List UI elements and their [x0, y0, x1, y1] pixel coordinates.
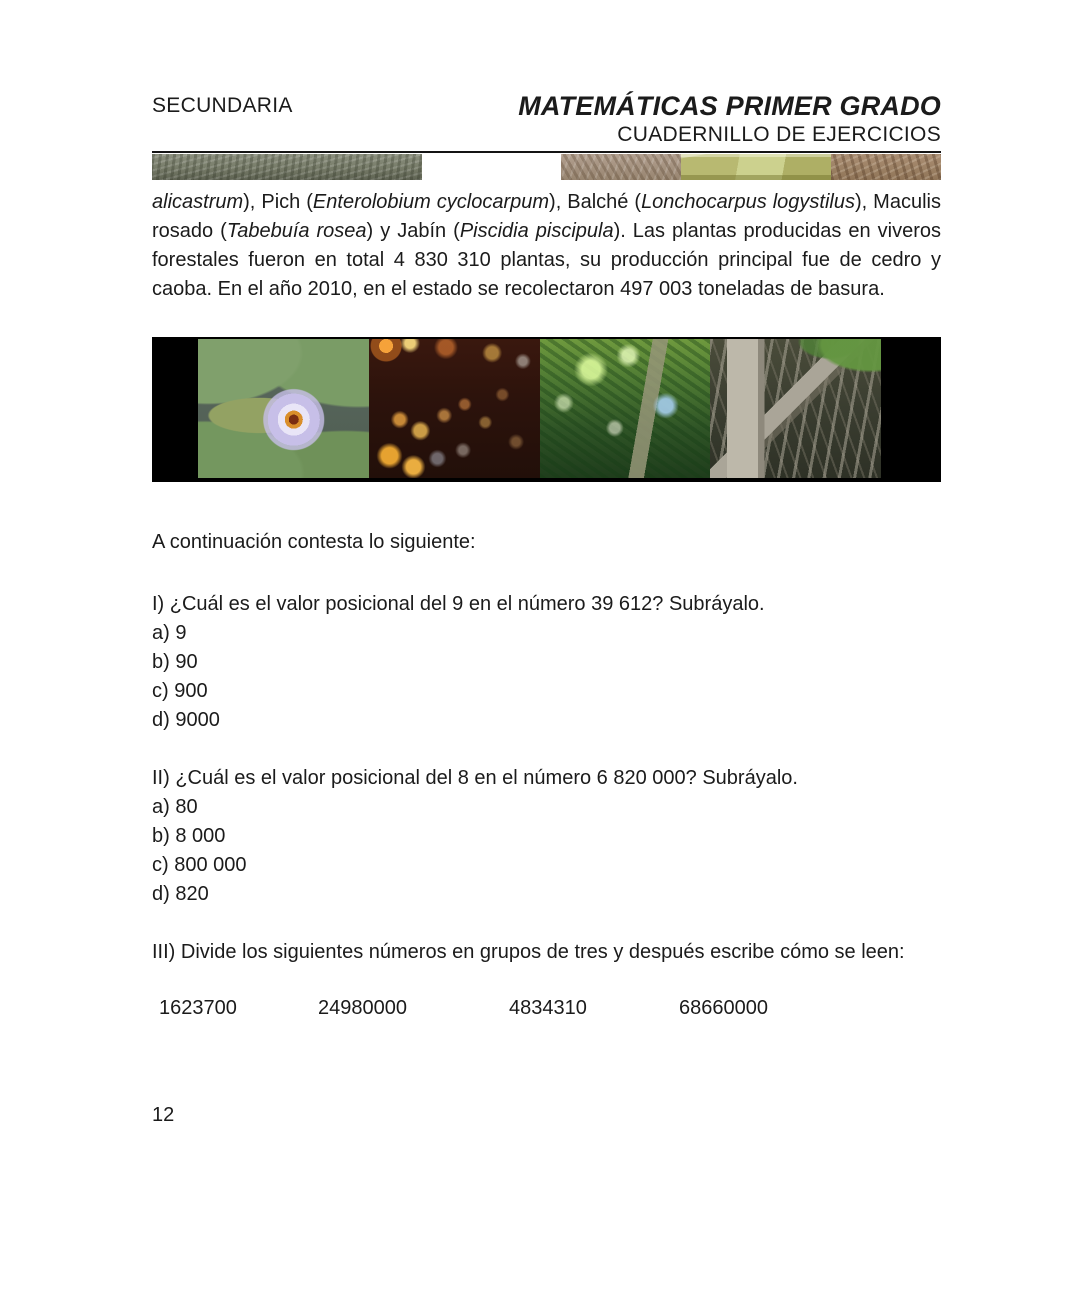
question-2-option-b: b) 8 000	[152, 825, 226, 847]
species-name: Tabebuía rosea	[226, 220, 367, 242]
species-name: Enterolobium cyclocarpum	[312, 191, 550, 213]
question-1-option-c: c) 900	[152, 680, 208, 702]
question-1-option-a: a) 9	[152, 622, 187, 644]
species-paragraph	[152, 188, 941, 304]
question-2-prompt: II) ¿Cuál es el valor posicional del 8 en el número 6 820 000? Subráyalo.	[152, 767, 798, 789]
water-lily-photo	[198, 339, 369, 478]
question-1-prompt: I) ¿Cuál es el valor posicional del 9 en el número 39 612? Subráyalo.	[152, 593, 765, 615]
number-item-1: 1623700	[159, 997, 237, 1019]
floating-debris-photo	[369, 339, 540, 478]
page-number: 12	[152, 1104, 175, 1126]
instructions-line: A continuación contesta lo siguiente:	[152, 531, 476, 553]
forest-canopy-photo	[540, 339, 711, 478]
paragraph-text: ), Maculis rosado (	[152, 191, 941, 242]
question-2-option-c: c) 800 000	[152, 854, 247, 876]
stone-segment-bamboo	[681, 154, 831, 180]
question-1	[152, 590, 941, 735]
stone-segment-tan	[561, 154, 681, 180]
header-right-block	[518, 92, 941, 148]
numbers-row	[152, 994, 941, 1023]
question-3	[152, 938, 941, 1023]
header-subtitle: CUADERNILLO DE EJERCICIOS	[617, 123, 941, 146]
paragraph-text: ). Las plantas producidas en viveros forestales fueron en total 4 830 310 plantas, su producción principal fue de cedro y caoba. En el año 2010, en el estado se recolectaron 497 003 toneladas de basura.	[152, 220, 942, 300]
page-header	[152, 92, 941, 148]
header-rule	[152, 151, 941, 153]
decorative-stone-strip	[152, 154, 941, 180]
stone-segment-mossy	[152, 154, 422, 180]
header-section-label: SECUNDARIA	[152, 94, 293, 117]
species-name: Piscidia piscipula	[459, 220, 614, 242]
mangrove-roots-photo	[710, 339, 881, 478]
stone-segment-brown	[831, 154, 941, 180]
question-1-option-b: b) 90	[152, 651, 198, 673]
question-3-prompt: III) Divide los siguientes números en grupos de tres y después escribe cómo se leen:	[152, 941, 905, 963]
species-name: Lonchocarpus logystilus	[641, 191, 855, 213]
question-2	[152, 764, 941, 909]
stone-segment-pink-marble	[422, 154, 562, 180]
number-item-3: 4834310	[509, 997, 587, 1019]
paragraph-text: ) y Jabín (	[366, 220, 460, 242]
question-1-option-d: d) 9000	[152, 709, 220, 731]
species-name: alicastrum	[152, 191, 244, 213]
number-item-4: 68660000	[679, 997, 768, 1019]
paragraph-text: ), Pich (	[243, 191, 313, 213]
photo-strip	[152, 337, 941, 482]
number-item-2: 24980000	[318, 997, 407, 1019]
question-2-option-d: d) 820	[152, 883, 209, 905]
paragraph-text: ), Balché (	[549, 191, 642, 213]
question-2-option-a: a) 80	[152, 796, 198, 818]
header-title: MATEMÁTICAS PRIMER GRADO	[518, 91, 941, 121]
